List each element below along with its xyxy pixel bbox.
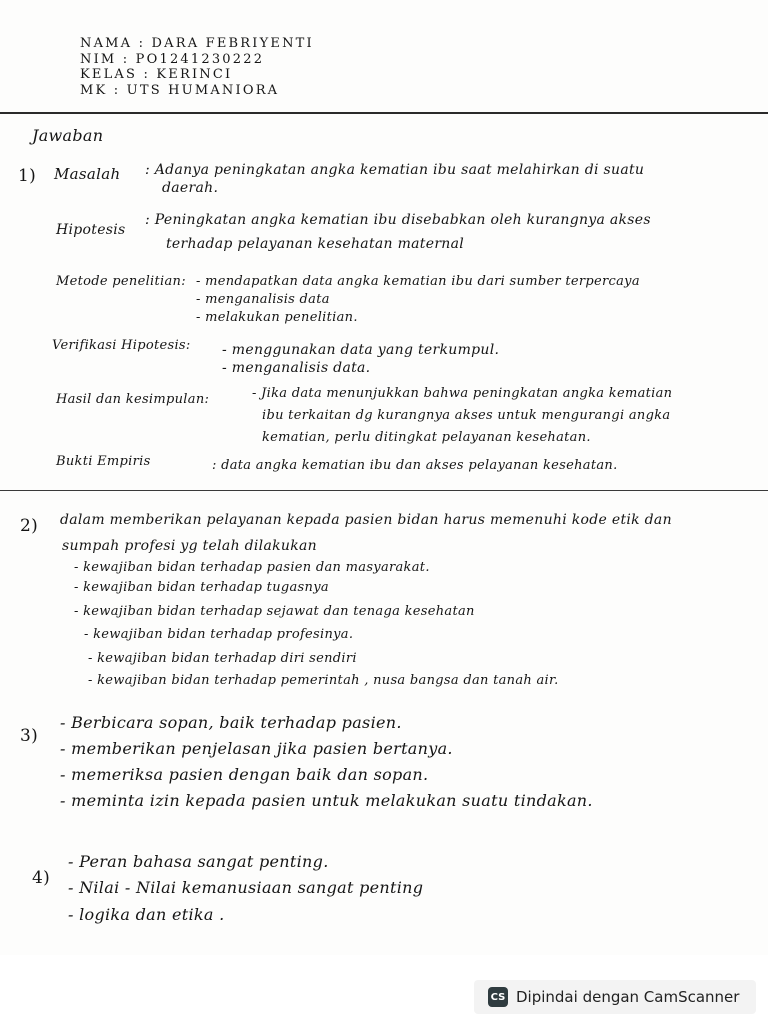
q3-number: 3): [20, 726, 39, 746]
camscanner-text: Dipindai dengan CamScanner: [516, 988, 740, 1006]
q3-item-4: - meminta izin kepada pasien untuk melakukan suatu tindakan.: [60, 791, 593, 810]
q1-metode-line-2: - menganalisis data: [196, 292, 330, 307]
q4-number: 4): [32, 868, 51, 888]
jawaban-title: Jawaban: [32, 126, 104, 145]
q3-item-1: - Berbicara sopan, baik terhadap pasien.: [60, 713, 402, 732]
q1-metode-line-3: - melakukan penelitian.: [196, 310, 358, 325]
q1-metode-line-1: - mendapatkan data angka kematian ibu dari sumber terpercaya: [196, 274, 640, 289]
q1-masalah-label: Masalah: [54, 165, 121, 183]
q1-hipotesis-label: Hipotesis: [56, 222, 126, 238]
q2-item-4: - kewajiban bidan terhadap profesinya.: [84, 627, 354, 642]
q1-hasil-line-1: - Jika data menunjukkan bahwa peningkatan angka kematian: [252, 386, 673, 401]
q1-verifikasi-line-2: - menganalisis data.: [222, 360, 371, 376]
q2-item-1: - kewajiban bidan terhadap pasien dan masyarakat.: [74, 560, 430, 575]
q1-bukti-label: Bukti Empiris: [56, 454, 151, 469]
q2-intro-line-1: dalam memberikan pelayanan kepada pasien bidan harus memenuhi kode etik dan: [60, 512, 672, 528]
q1-number: 1): [18, 166, 37, 186]
q1-verifikasi-label: Verifikasi Hipotesis:: [52, 338, 191, 353]
q1-masalah-line-1: : Adanya peningkatan angka kematian ibu saat melahirkan di suatu: [145, 162, 645, 178]
q2-number: 2): [20, 516, 39, 536]
q2-item-5: - kewajiban bidan terhadap diri sendiri: [88, 651, 357, 666]
header-kelas: KELAS : KERINCI: [80, 67, 233, 82]
q1-hasil-line-3: kematian, perlu ditingkat pelayanan kesehatan.: [262, 430, 591, 445]
header-nim: NIM : PO1241230222: [80, 52, 265, 67]
q2-item-2: - kewajiban bidan terhadap tugasnya: [74, 580, 329, 595]
q4-item-1: - Peran bahasa sangat penting.: [68, 852, 329, 871]
q1-masalah-line-2: daerah.: [162, 180, 219, 196]
q1-hipotesis-line-1: : Peningkatan angka kematian ibu disebabkan oleh kurangnya akses: [145, 212, 651, 228]
section-divider: [0, 490, 768, 491]
q3-item-2: - memberikan penjelasan jika pasien bertanya.: [60, 739, 453, 758]
header-divider: [0, 112, 768, 114]
camscanner-watermark: [474, 980, 756, 1014]
q1-verifikasi-line-1: - menggunakan data yang terkumpul.: [222, 342, 500, 358]
camscanner-logo-icon: CS: [488, 987, 508, 1007]
header-mk: MK : UTS HUMANIORA: [80, 83, 280, 98]
q3-item-3: - memeriksa pasien dengan baik dan sopan.: [60, 765, 429, 784]
q2-item-3: - kewajiban bidan terhadap sejawat dan tenaga kesehatan: [74, 604, 475, 619]
q2-item-6: - kewajiban bidan terhadap pemerintah , nusa bangsa dan tanah air.: [88, 673, 559, 688]
q1-metode-label: Metode penelitian:: [56, 274, 186, 289]
q1-hasil-label: Hasil dan kesimpulan:: [56, 392, 210, 407]
header-nama: NAMA : DARA FEBRIYENTI: [80, 36, 314, 51]
q4-item-3: - logika dan etika .: [68, 905, 225, 924]
q2-intro-line-2: sumpah profesi yg telah dilakukan: [62, 538, 317, 554]
q1-bukti-line-1: : data angka kematian ibu dan akses pelayanan kesehatan.: [212, 458, 618, 473]
q1-hipotesis-line-2: terhadap pelayanan kesehatan maternal: [166, 236, 465, 252]
q1-hasil-line-2: ibu terkaitan dg kurangnya akses untuk mengurangi angka: [262, 408, 671, 423]
q4-item-2: - Nilai - Nilai kemanusiaan sangat penting: [68, 878, 424, 897]
